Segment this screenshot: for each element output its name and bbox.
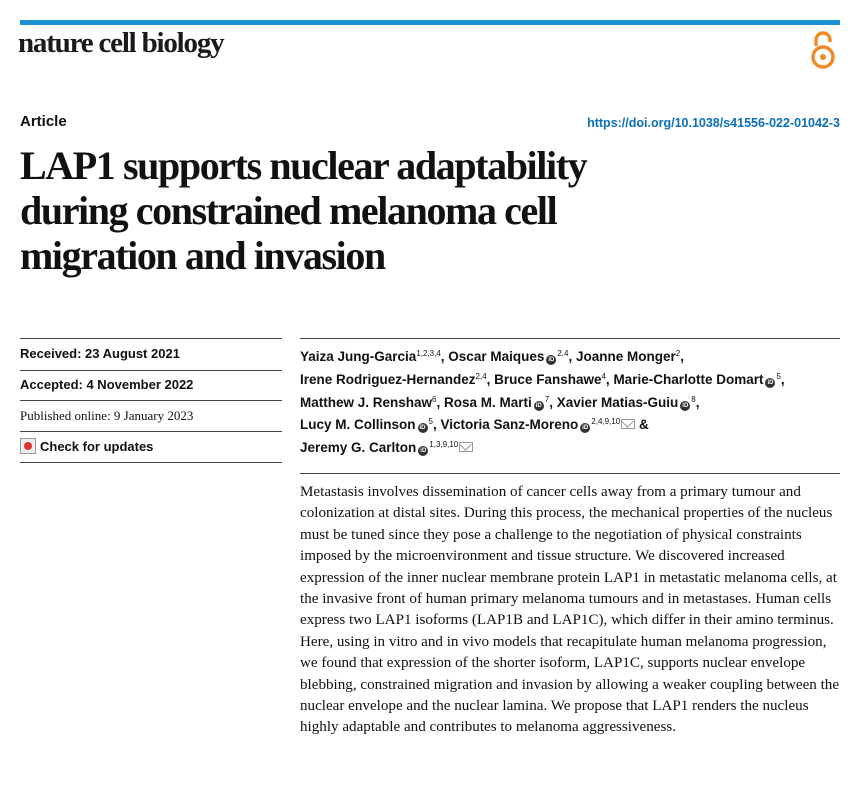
- author-list: Yaiza Jung-Garcia$^{1,2,3,4}$, Oscar Maiques iD$^{2,4}$, Joanne Monger$^2$, Irene Rodriguez-Hernandez$^{2,4}$, Bruce Fanshawe$^4$, Marie-Charlotte Domart $iD^5$, Matthew J. Renshaw$^6$, Rosa M. Marti $iD^7$, Xavier Matias-Guiu $iD^8$, Lucy M. Collinson $iD^5$, Victoria Sanz-Moreno iD$^{2,4,9,10}$ & Jeremy G. Carlton iD$^{1,3,9,10}$: [300, 349, 785, 456]
- author-name: Marie-Charlotte Domart: [613, 371, 764, 387]
- check-updates-label: Check for updates: [40, 438, 154, 454]
- author[interactable]: [576, 349, 680, 364]
- author-name: Irene Rodriguez-Hernandez: [300, 371, 476, 387]
- journal-name: nature cell biology: [18, 27, 224, 59]
- author-name: Xavier Matias-Guiu: [556, 394, 679, 410]
- accepted-date: Accepted: 4 November 2022: [20, 377, 194, 392]
- author[interactable]: [557, 395, 696, 410]
- affiliation-numbers: 8: [691, 394, 696, 404]
- divider: [20, 400, 282, 401]
- affiliation-numbers: 1,3,9,10: [429, 440, 459, 450]
- author[interactable]: [613, 372, 780, 387]
- author-name: Lucy M. Collinson: [300, 417, 416, 433]
- top-accent-bar: [20, 20, 840, 25]
- author[interactable]: [300, 349, 441, 364]
- author[interactable]: [494, 372, 606, 387]
- received-date: Received: 23 August 2021: [20, 346, 180, 361]
- divider: [300, 473, 840, 474]
- email-icon[interactable]: [621, 419, 635, 429]
- divider: [20, 431, 282, 432]
- author[interactable]: [448, 349, 568, 364]
- doi-link[interactable]: https://doi.org/10.1038/s41556-022-01042-3: [587, 116, 840, 130]
- author-name: Yaiza Jung-Garcia: [300, 349, 417, 364]
- author-name: Rosa M. Marti: [444, 394, 532, 410]
- title-line: migration and invasion: [20, 233, 385, 278]
- orcid-icon[interactable]: iD: [582, 425, 589, 432]
- orcid-icon[interactable]: iD: [420, 448, 427, 455]
- affiliation-numbers: 2,4,9,10: [591, 417, 621, 427]
- author-name: Oscar Maiques: [448, 349, 545, 364]
- open-access-icon[interactable]: [808, 29, 838, 71]
- check-updates-icon: [20, 438, 36, 454]
- divider: [20, 462, 282, 463]
- orcid-icon[interactable]: iD: [535, 402, 542, 409]
- check-updates-button[interactable]: [20, 438, 282, 454]
- author-name: Bruce Fanshawe: [494, 371, 602, 387]
- author-name: Matthew J. Renshaw: [300, 394, 433, 410]
- author-name: Jeremy G. Carlton: [300, 440, 417, 456]
- affiliation-numbers: 2,4: [557, 349, 569, 358]
- article-title: [20, 143, 820, 278]
- title-line: during constrained melanoma cell: [20, 188, 557, 233]
- divider: [300, 338, 840, 339]
- affiliation-numbers: 7: [544, 394, 550, 404]
- author[interactable]: [300, 372, 487, 387]
- author[interactable]: [440, 417, 635, 432]
- published-date: Published online: 9 January 2023: [20, 408, 194, 423]
- orcid-icon[interactable]: iD: [548, 357, 555, 363]
- title-line: LAP1 supports nuclear adaptability: [20, 143, 587, 188]
- article-type: Article: [20, 113, 67, 130]
- author[interactable]: [300, 395, 436, 410]
- affiliation-numbers: 4: [601, 371, 606, 381]
- affiliation-numbers: 2,4: [475, 371, 487, 381]
- orcid-icon[interactable]: iD: [419, 425, 426, 432]
- affiliation-numbers: 1,2,3,4: [416, 349, 441, 358]
- author-name: Victoria Sanz-Moreno: [440, 417, 579, 433]
- author[interactable]: [300, 440, 473, 455]
- author-name: Joanne Monger: [575, 349, 676, 364]
- divider: [20, 338, 282, 339]
- orcid-icon[interactable]: iD: [767, 379, 774, 386]
- affiliation-numbers: 5: [428, 417, 433, 427]
- orcid-icon[interactable]: iD: [682, 402, 689, 409]
- affiliation-numbers: 6: [432, 394, 437, 404]
- email-icon[interactable]: [459, 442, 473, 452]
- author[interactable]: [444, 395, 549, 410]
- author[interactable]: [300, 417, 433, 432]
- affiliation-numbers: 2: [675, 349, 681, 358]
- divider: [20, 370, 282, 371]
- abstract: Metastasis involves dissemination of cancer cells away from a primary tumour and colonization at distal sites. During this process, the mechanical properties of the nucleus must be tuned since they pose a challenge to the negotiation of physical constraints imposed by the microenvironment and tissue structure. We discovered increased expression of the inner nuclear membrane protein LAP1 in metastatic melanoma cells, at the invasive front of human primary melanoma tumours and in metastases. Human cells express two LAP1 isoforms (LAP1B and LAP1C), which differ in their amino terminus. Here, using in vitro and in vivo models that recapitulate human melanoma progression, we found that expression of the shorter isoform, LAP1C, supports nuclear envelope blebbing, constrained migration and invasion by allowing a weaker coupling between the nuclear envelope and the nuclear lamina. We propose that LAP1 renders the nucleus highly adaptable and contributes to melanoma aggressiveness.: [300, 484, 840, 736]
- affiliation-numbers: 5: [776, 371, 781, 381]
